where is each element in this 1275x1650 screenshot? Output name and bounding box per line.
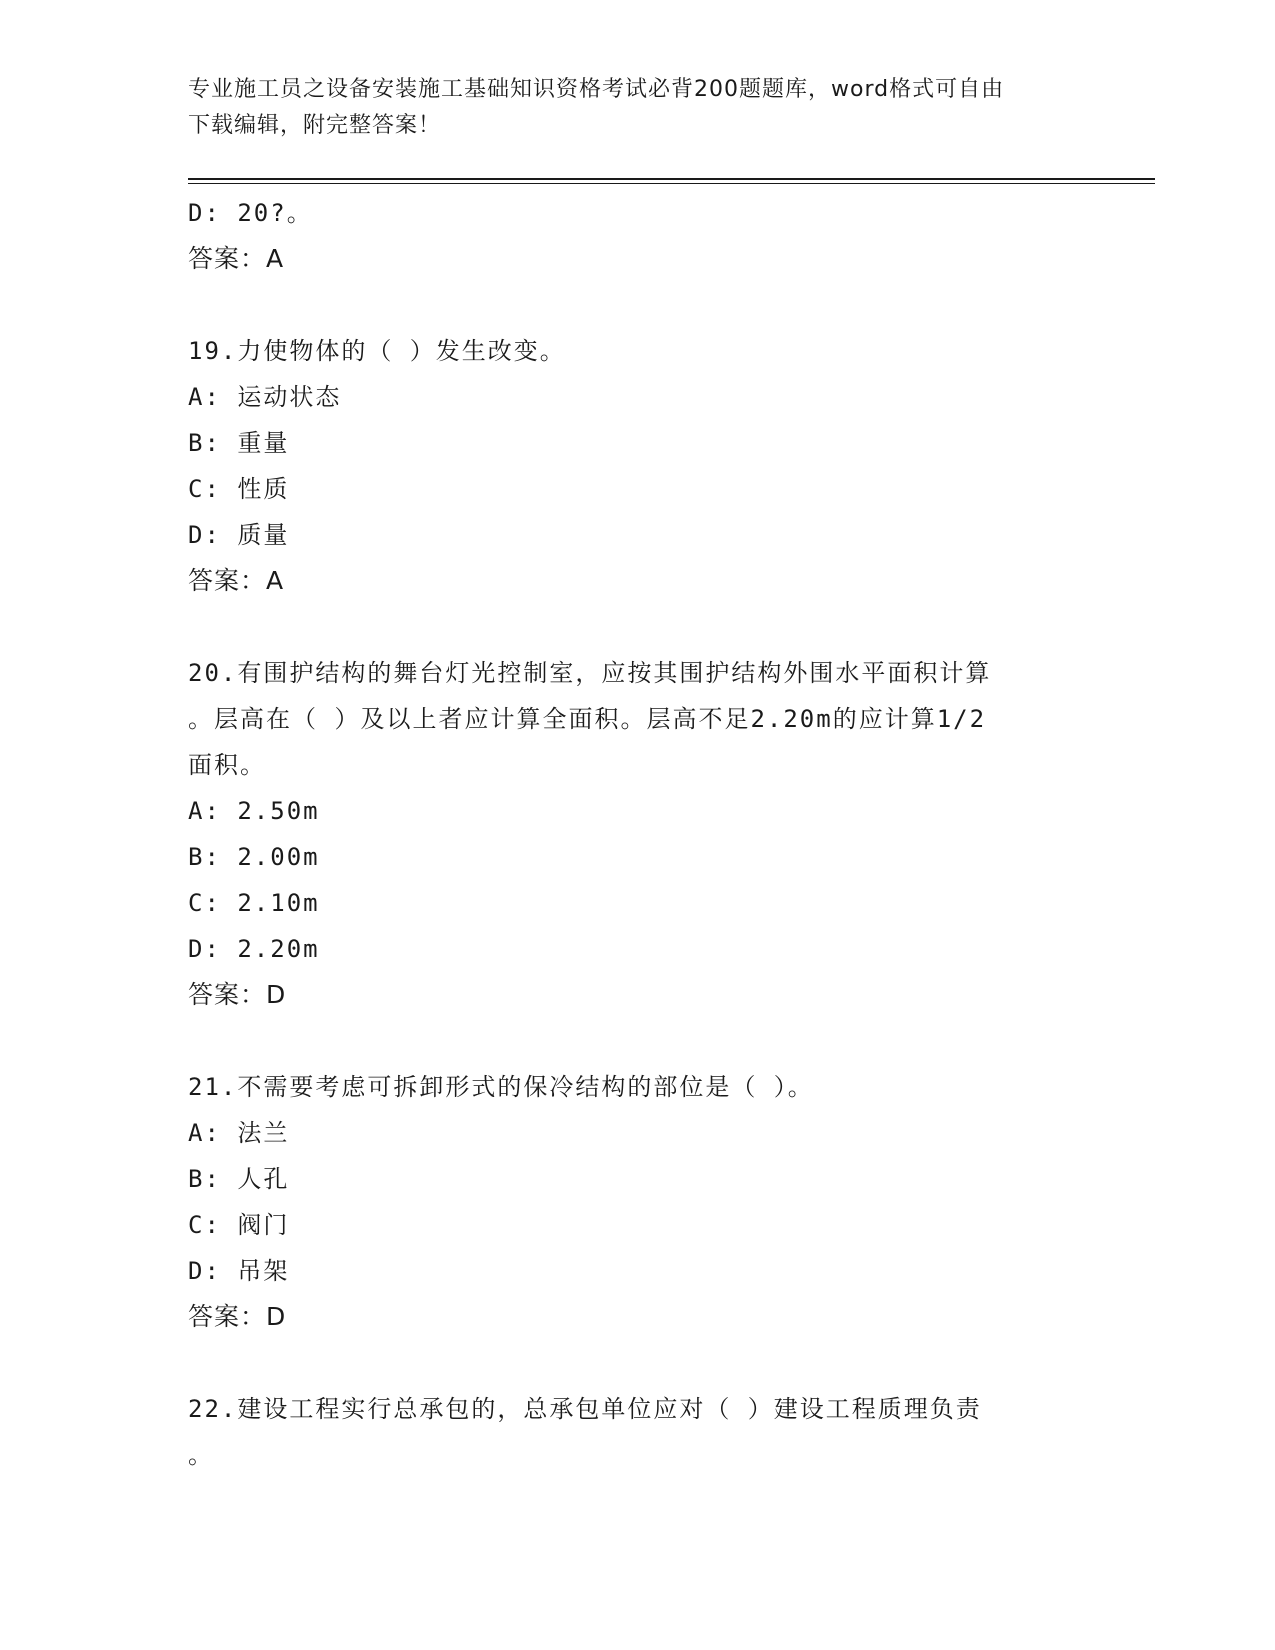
answer: 答案：A bbox=[188, 566, 285, 595]
answer: 答案：D bbox=[188, 980, 287, 1009]
spacer bbox=[188, 604, 1088, 650]
option-b: B: 人孔 bbox=[188, 1165, 290, 1193]
option-d: D: 20?。 bbox=[188, 199, 313, 227]
question-22 bbox=[188, 1386, 1088, 1478]
option-b: B: 2.00m bbox=[188, 843, 320, 871]
document-header bbox=[188, 72, 1068, 144]
spacer bbox=[188, 282, 1088, 328]
question-text: 19.力使物体的（ ）发生改变。 bbox=[188, 337, 566, 365]
option-d: D: 质量 bbox=[188, 521, 290, 549]
spacer bbox=[188, 1018, 1088, 1064]
spacer bbox=[188, 1340, 1088, 1386]
header-divider-thick bbox=[188, 178, 1155, 180]
question-20 bbox=[188, 650, 1088, 788]
question-text-line-1: 20.有围护结构的舞台灯光控制室，应按其围护结构外围水平面积计算 bbox=[188, 659, 992, 687]
option-c: C: 2.10m bbox=[188, 889, 320, 917]
question-text-line-2: 。层高在（ ）及以上者应计算全面积。层高不足2.20m的应计算1/2 bbox=[188, 705, 987, 733]
question-19 bbox=[188, 328, 1088, 374]
option-c: C: 阀门 bbox=[188, 1211, 290, 1239]
option-c: C: 性质 bbox=[188, 475, 290, 503]
header-line-1: 专业施工员之设备安装施工基础知识资格考试必背200题题库，word格式可自由 bbox=[188, 77, 1005, 102]
answer: 答案：A bbox=[188, 244, 285, 273]
question-list bbox=[188, 190, 1088, 1478]
question-text-line-3: 面积。 bbox=[188, 751, 266, 779]
option-d: D: 2.20m bbox=[188, 935, 320, 963]
question-21 bbox=[188, 1064, 1088, 1110]
answer: 答案：D bbox=[188, 1302, 287, 1331]
option-a: A: 运动状态 bbox=[188, 383, 342, 411]
option-b: B: 重量 bbox=[188, 429, 290, 457]
option-a: A: 2.50m bbox=[188, 797, 320, 825]
question-text: 21.不需要考虑可拆卸形式的保冷结构的部位是（ ）。 bbox=[188, 1073, 814, 1101]
header-line-2: 下载编辑，附完整答案！ bbox=[188, 113, 442, 138]
question-text-line-2: 。 bbox=[188, 1441, 214, 1469]
header-divider-thin bbox=[188, 183, 1155, 184]
option-d: D: 吊架 bbox=[188, 1257, 290, 1285]
option-a: A: 法兰 bbox=[188, 1119, 290, 1147]
question-text-line-1: 22.建设工程实行总承包的，总承包单位应对（ ）建设工程质理负责 bbox=[188, 1395, 982, 1423]
